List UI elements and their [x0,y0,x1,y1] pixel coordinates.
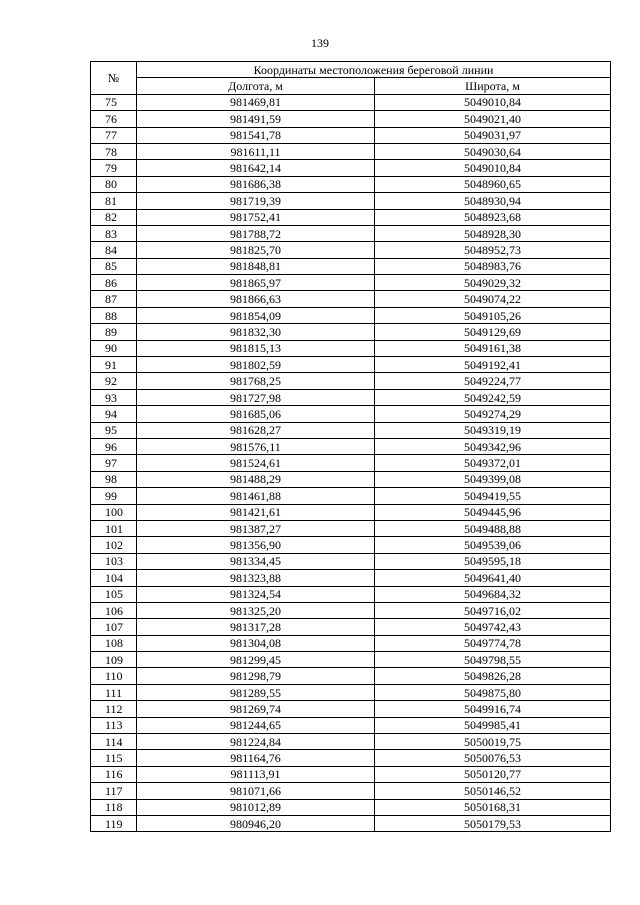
point-number-cell: 108 [91,635,137,651]
latitude-cell: 5050146,52 [375,783,611,799]
longitude-cell: 981768,25 [137,373,375,389]
point-number-cell: 117 [91,783,137,799]
longitude-cell: 981356,90 [137,537,375,553]
latitude-cell: 5049021,40 [375,111,611,127]
table-row [91,291,611,307]
longitude-cell: 981628,27 [137,422,375,438]
longitude-cell: 981685,06 [137,406,375,422]
longitude-cell: 981802,59 [137,357,375,373]
longitude-cell: 981269,74 [137,701,375,717]
table-row [91,176,611,192]
point-number-cell: 116 [91,766,137,782]
longitude-cell: 981848,81 [137,258,375,274]
longitude-cell: 981304,08 [137,635,375,651]
latitude-cell: 5049916,74 [375,701,611,717]
latitude-cell: 5049399,08 [375,471,611,487]
table-row [91,143,611,159]
latitude-cell: 5049030,64 [375,143,611,159]
longitude-cell: 981387,27 [137,520,375,536]
longitude-cell: 981727,98 [137,389,375,405]
latitude-cell: 5049716,02 [375,602,611,618]
point-number-cell: 81 [91,193,137,209]
point-number-cell: 99 [91,488,137,504]
table-row [91,652,611,668]
point-number-cell: 106 [91,602,137,618]
point-number-cell: 78 [91,143,137,159]
table-row [91,94,611,110]
coordinates-table [90,61,611,832]
table-row [91,340,611,356]
table-row [91,275,611,291]
latitude-cell: 5050076,53 [375,750,611,766]
longitude-cell: 981866,63 [137,291,375,307]
table-row [91,570,611,586]
point-number-cell: 76 [91,111,137,127]
latitude-cell: 5049798,55 [375,652,611,668]
longitude-cell: 981224,84 [137,734,375,750]
point-number-cell: 118 [91,799,137,815]
point-number-cell: 85 [91,258,137,274]
point-number-cell: 86 [91,275,137,291]
longitude-cell: 981832,30 [137,324,375,340]
latitude-cell: 5049419,55 [375,488,611,504]
latitude-cell: 5049875,80 [375,684,611,700]
latitude-cell: 5049031,97 [375,127,611,143]
point-number-cell: 83 [91,225,137,241]
longitude-cell: 981421,61 [137,504,375,520]
point-number-cell: 105 [91,586,137,602]
table-row [91,668,611,684]
longitude-cell: 981317,28 [137,619,375,635]
latitude-cell: 5049010,84 [375,94,611,110]
latitude-cell: 5049010,84 [375,160,611,176]
table-row [91,504,611,520]
longitude-cell: 981854,09 [137,307,375,323]
point-number-cell: 91 [91,357,137,373]
point-number-cell: 94 [91,406,137,422]
latitude-cell: 5049372,01 [375,455,611,471]
latitude-cell: 5049224,77 [375,373,611,389]
number-column-header: № [91,62,137,95]
table-row [91,111,611,127]
point-number-cell: 111 [91,684,137,700]
table-row [91,783,611,799]
point-number-cell: 93 [91,389,137,405]
table-row [91,471,611,487]
longitude-cell: 981244,65 [137,717,375,733]
table-row [91,815,611,831]
latitude-cell: 5048983,76 [375,258,611,274]
latitude-cell: 5049319,19 [375,422,611,438]
latitude-cell: 5049539,06 [375,537,611,553]
longitude-cell: 981752,41 [137,209,375,225]
point-number-cell: 112 [91,701,137,717]
table-row [91,488,611,504]
table-row [91,455,611,471]
table-row [91,799,611,815]
point-number-cell: 84 [91,242,137,258]
table-row [91,619,611,635]
latitude-cell: 5049488,88 [375,520,611,536]
latitude-cell: 5048928,30 [375,225,611,241]
table-row [91,307,611,323]
longitude-cell: 981815,13 [137,340,375,356]
latitude-cell: 5049029,32 [375,275,611,291]
table-row [91,438,611,454]
point-number-cell: 75 [91,94,137,110]
table-row [91,635,611,651]
latitude-cell: 5049129,69 [375,324,611,340]
point-number-cell: 88 [91,307,137,323]
longitude-cell: 981164,76 [137,750,375,766]
latitude-cell: 5050120,77 [375,766,611,782]
point-number-cell: 107 [91,619,137,635]
table-row [91,209,611,225]
table-row [91,406,611,422]
longitude-cell: 981469,81 [137,94,375,110]
latitude-cell: 5049595,18 [375,553,611,569]
longitude-cell: 981524,61 [137,455,375,471]
latitude-cell: 5049161,38 [375,340,611,356]
point-number-cell: 100 [91,504,137,520]
table-row [91,750,611,766]
longitude-cell: 981788,72 [137,225,375,241]
latitude-cell: 5049105,26 [375,307,611,323]
latitude-cell: 5049641,40 [375,570,611,586]
longitude-cell: 981488,29 [137,471,375,487]
latitude-cell: 5049074,22 [375,291,611,307]
longitude-cell: 981012,89 [137,799,375,815]
table-row [91,717,611,733]
point-number-cell: 119 [91,815,137,831]
latitude-cell: 5049774,78 [375,635,611,651]
point-number-cell: 98 [91,471,137,487]
table-row [91,520,611,536]
longitude-cell: 981541,78 [137,127,375,143]
longitude-cell: 981491,59 [137,111,375,127]
latitude-cell: 5049342,96 [375,438,611,454]
point-number-cell: 101 [91,520,137,536]
point-number-cell: 97 [91,455,137,471]
header-row-columns [91,78,611,94]
point-number-cell: 113 [91,717,137,733]
point-number-cell: 102 [91,537,137,553]
table-row [91,242,611,258]
point-number-cell: 115 [91,750,137,766]
point-number-cell: 92 [91,373,137,389]
table-row [91,586,611,602]
latitude-cell: 5049684,32 [375,586,611,602]
point-number-cell: 89 [91,324,137,340]
point-number-cell: 82 [91,209,137,225]
longitude-cell: 981686,38 [137,176,375,192]
table-body [91,94,611,832]
longitude-cell: 981324,54 [137,586,375,602]
latitude-cell: 5050019,75 [375,734,611,750]
latitude-cell: 5049985,41 [375,717,611,733]
table-row [91,734,611,750]
table-row [91,225,611,241]
table-row [91,160,611,176]
latitude-cell: 5048960,65 [375,176,611,192]
table-row [91,324,611,340]
point-number-cell: 110 [91,668,137,684]
table-row [91,537,611,553]
table-row [91,127,611,143]
longitude-column-header: Долгота, м [137,78,375,94]
longitude-cell: 981323,88 [137,570,375,586]
latitude-cell: 5049274,29 [375,406,611,422]
point-number-cell: 95 [91,422,137,438]
point-number-cell: 103 [91,553,137,569]
table-row [91,258,611,274]
latitude-cell: 5050168,31 [375,799,611,815]
longitude-cell: 981289,55 [137,684,375,700]
longitude-cell: 981113,91 [137,766,375,782]
latitude-cell: 5049742,43 [375,619,611,635]
table-row [91,766,611,782]
point-number-cell: 114 [91,734,137,750]
page-number: 139 [311,36,329,50]
table-row [91,684,611,700]
table-header [91,62,611,95]
longitude-cell: 981865,97 [137,275,375,291]
point-number-cell: 80 [91,176,137,192]
coordinates-group-header: Координаты местоположения береговой линии [137,62,611,78]
point-number-cell: 79 [91,160,137,176]
longitude-cell: 981719,39 [137,193,375,209]
point-number-cell: 104 [91,570,137,586]
latitude-cell: 5049192,41 [375,357,611,373]
latitude-cell: 5049445,96 [375,504,611,520]
latitude-cell: 5049242,59 [375,389,611,405]
table-row [91,373,611,389]
table-row [91,553,611,569]
longitude-cell: 981461,88 [137,488,375,504]
longitude-cell: 981071,66 [137,783,375,799]
latitude-cell: 5050179,53 [375,815,611,831]
longitude-cell: 981299,45 [137,652,375,668]
longitude-cell: 981576,11 [137,438,375,454]
latitude-cell: 5049826,28 [375,668,611,684]
table-row [91,422,611,438]
longitude-cell: 981611,11 [137,143,375,159]
table-row [91,701,611,717]
point-number-cell: 109 [91,652,137,668]
longitude-cell: 980946,20 [137,815,375,831]
point-number-cell: 77 [91,127,137,143]
longitude-cell: 981825,70 [137,242,375,258]
latitude-column-header: Широта, м [375,78,611,94]
table-row [91,389,611,405]
header-row-group [91,62,611,78]
longitude-cell: 981298,79 [137,668,375,684]
longitude-cell: 981325,20 [137,602,375,618]
latitude-cell: 5048952,73 [375,242,611,258]
latitude-cell: 5048923,68 [375,209,611,225]
table-row [91,357,611,373]
longitude-cell: 981334,45 [137,553,375,569]
point-number-cell: 96 [91,438,137,454]
latitude-cell: 5048930,94 [375,193,611,209]
point-number-cell: 87 [91,291,137,307]
longitude-cell: 981642,14 [137,160,375,176]
point-number-cell: 90 [91,340,137,356]
table-row [91,602,611,618]
table-row [91,193,611,209]
